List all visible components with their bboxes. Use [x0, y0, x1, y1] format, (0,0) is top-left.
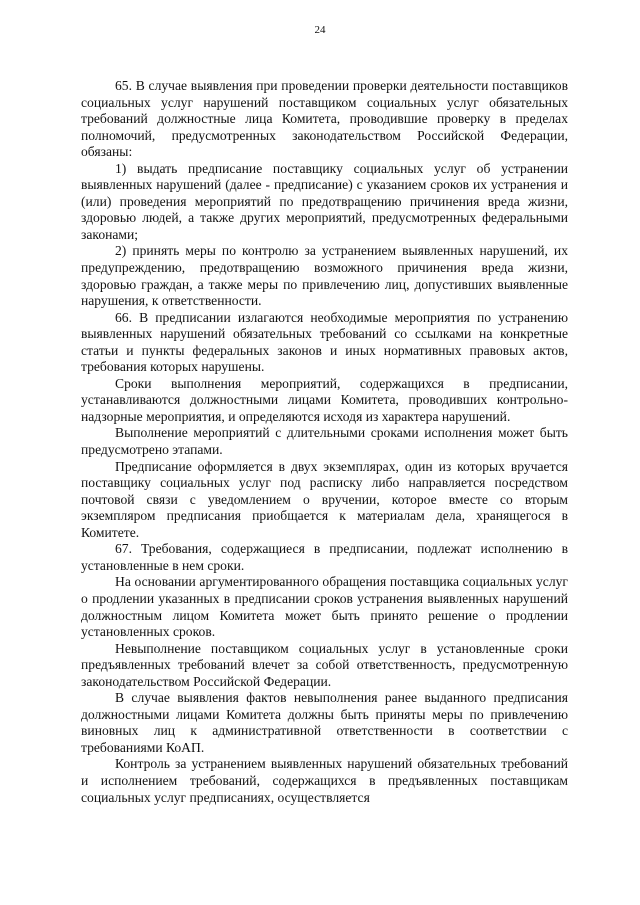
- paragraph-67-extension: На основании аргументированного обращения поставщика социальных услуг о продлении указанных в предписании сроков устранения выявленных нарушений должностным лицом Комитета может быть принято решение о продлении установленных сроков.: [81, 574, 568, 640]
- paragraph-65-item-2: 2) принять меры по контролю за устранением выявленных нарушений, их предупреждению, предотвращению возможного причинения вреда жизни, здоровью граждан, а также меры по привлечению лиц, допустивших выявленные нарушения, к ответственности.: [81, 243, 568, 309]
- paragraph-66-deadlines: Сроки выполнения мероприятий, содержащихся в предписании, устанавливаются должностными лицами Комитета, проводивших контрольно-надзорные мероприятия, и определяются исходя из характера нарушений.: [81, 375, 568, 424]
- paragraph-66: 66. В предписании излагаются необходимые мероприятия по устранению выявленных нарушений обязательных требований со ссылками на конкретные статьи и пункты федеральных законов и иных нормативных правовых актов, требования которых нарушены.: [81, 309, 568, 375]
- paragraph-66-copies: Предписание оформляется в двух экземплярах, один из которых вручается поставщику социальных услуг под расписку либо направляется посредством почтовой связи с уведомлением о вручении, которое вместе со вторым экземпляром предписания приобщается к материалам дела, хранящегося в Комитете.: [81, 458, 568, 540]
- paragraph-66-stages: Выполнение мероприятий с длительными сроками исполнения может быть предусмотрено этапами.: [81, 425, 568, 458]
- document-body: [81, 78, 568, 806]
- paragraph-65-intro: 65. В случае выявления при проведении проверки деятельности поставщиков социальных услуг нарушений поставщиком социальных услуг обязательных требований должностные лица Комитета, проводившие проверку в пределах полномочий, предусмотренных законодательством Российской Федерации, обязаны:: [81, 78, 568, 160]
- paragraph-67-noncompliance: Невыполнение поставщиком социальных услуг в установленные сроки предъявленных требований влечет за собой ответственность, предусмотренную законодательством Российской Федерации.: [81, 640, 568, 689]
- paragraph-control-last: Контроль за устранением выявленных нарушений обязательных требований и исполнением требований, содержащихся в предъявленных поставщикам социальных услуг предписаниях, осуществляется: [81, 756, 568, 805]
- paragraph-67-administrative: В случае выявления фактов невыполнения ранее выданного предписания должностными лицами Комитета должны быть приняты меры по привлечению виновных лиц к административной ответственности в соответствии с требованиями КоАП.: [81, 690, 568, 755]
- paragraph-65-item-1: 1) выдать предписание поставщику социальных услуг об устранении выявленных нарушений (далее - предписание) с указанием сроков их устранения и (или) проведения мероприятий по предотвращению причинения вреда жизни, здоровью людей, а также других мероприятий, предусмотренных федеральными законами;: [81, 160, 568, 242]
- page-number: 24: [314, 24, 326, 36]
- paragraph-67: 67. Требования, содержащиеся в предписании, подлежат исполнению в установленные в нем сроки.: [81, 541, 568, 573]
